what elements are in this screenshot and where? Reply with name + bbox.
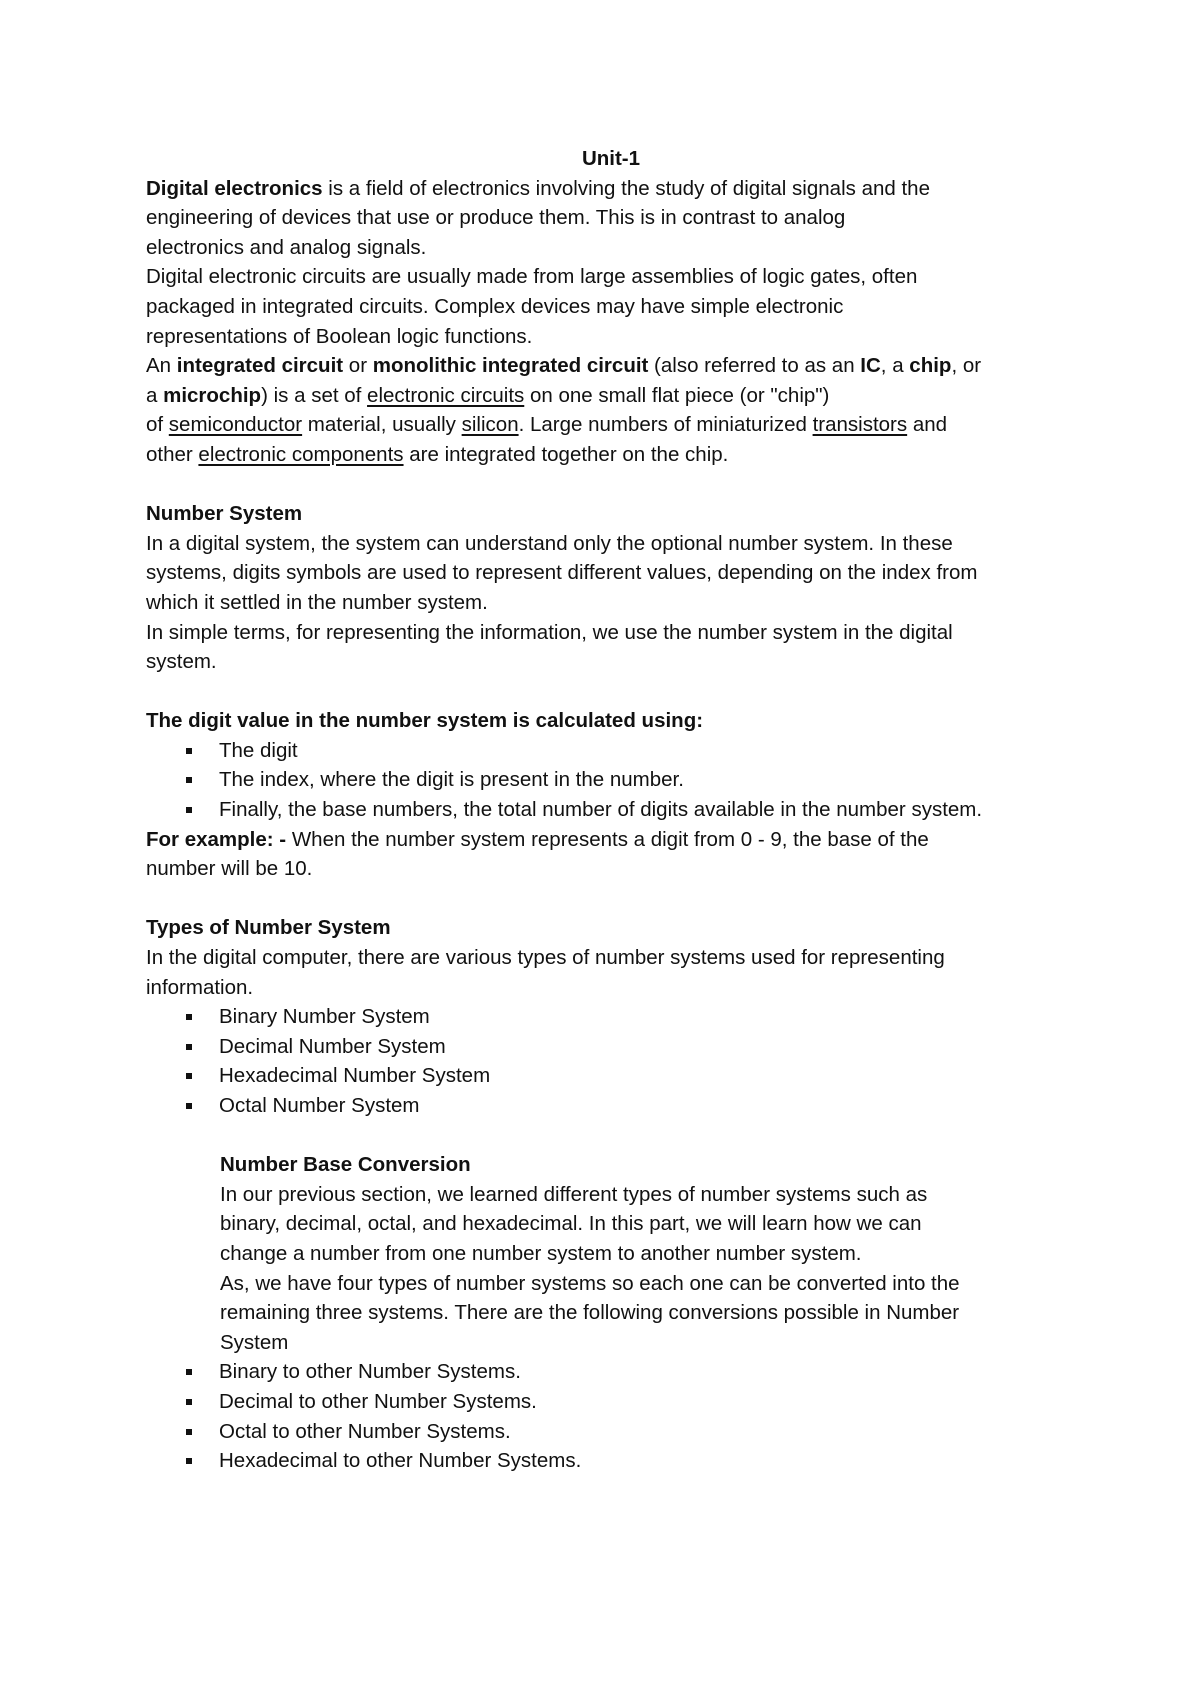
list-item: Decimal to other Number Systems. bbox=[146, 1387, 1076, 1417]
list-item: Octal Number System bbox=[146, 1091, 1076, 1121]
list-item: Finally, the base numbers, the total number of digits available in the number system. bbox=[146, 795, 1076, 825]
list-item: Hexadecimal Number System bbox=[146, 1061, 1076, 1091]
list-item: Binary to other Number Systems. bbox=[146, 1357, 1076, 1387]
example-line: For example: - When the number system represents a digit from 0 - 9, the base of the bbox=[146, 827, 929, 851]
list-item: Octal to other Number Systems. bbox=[146, 1417, 1076, 1447]
bullet-list bbox=[146, 1002, 1076, 1120]
section-heading: Types of Number System bbox=[146, 916, 391, 940]
link-semiconductor[interactable]: semiconductor bbox=[168, 413, 303, 437]
section-types: Types of Number System In the digital computer, there are various types of number systems used for representing information. Binary Number System Decimal Number System Hexadecimal Number System Octal Number System bbox=[146, 913, 1076, 1120]
link-electronic-components[interactable]: electronic components bbox=[198, 442, 404, 466]
link-transistors[interactable]: transistors bbox=[812, 413, 908, 437]
document-page bbox=[146, 144, 1076, 1476]
section-heading: Number System bbox=[146, 502, 303, 526]
section-conversion: Number Base Conversion In our previous section, we learned different types of number systems such as binary, decimal, octal, and hexadecimal. In this part, we will learn how we can change a number from one number system to another number system. As, we have four types of number systems so each one can be converted into the remaining three systems. There are the following conversions possible in Number System Binary to other Number Systems. Decimal to other Number Systems. Octal to other Number Systems. Hexadecimal to other Number Systems. bbox=[146, 1150, 1076, 1476]
list-item: Binary Number System bbox=[146, 1002, 1076, 1032]
link-silicon[interactable]: silicon bbox=[461, 413, 519, 437]
section-heading: The digit value in the number system is calculated using: bbox=[146, 709, 704, 733]
link-electronic-circuits[interactable]: electronic circuits bbox=[367, 383, 525, 407]
section-digit-value: The digit value in the number system is calculated using: The digit The index, where the digit is present in the number. Finally, the base numbers, the total number of digits available in the number system. For example: - When the number system represents a digit from 0 - 9, the base of the number will be 10. bbox=[146, 706, 1076, 884]
bullet-list bbox=[146, 1357, 1076, 1475]
intro-paragraph-2: Digital electronic circuits are usually made from large assemblies of logic gates, often packaged in integrated circuits. Complex devices may have simple electronic representations of Boolean logic functions. bbox=[146, 265, 918, 348]
section-number-system: Number System In a digital system, the system can understand only the optional number system. In these systems, digits symbols are used to represent different values, depending on the index from which it settled in the number system. In simple terms, for representing the information, we use the number system in the digital system. bbox=[146, 499, 1076, 677]
list-item: Decimal Number System bbox=[146, 1032, 1076, 1062]
section-heading: Number Base Conversion bbox=[220, 1153, 471, 1177]
list-item: Hexadecimal to other Number Systems. bbox=[146, 1446, 1076, 1476]
doc-title: Unit-1 bbox=[581, 147, 641, 170]
list-item: The digit bbox=[146, 736, 1076, 766]
intro-paragraph-1: Digital electronics is a field of electronics involving the study of digital signals and the engineering of devices that use or produce them. This is in contrast to analog electronics and analog signals. bbox=[146, 176, 930, 259]
list-item: The index, where the digit is present in the number. bbox=[146, 765, 1076, 795]
intro-paragraph-3: An integrated circuit or monolithic integrated circuit (also referred to as an IC, a chip, or a microchip) is a set of electronic circuits on one small flat piece (or "chip") of semiconductor material, usually silicon. Large numbers of miniaturized transistors and other electronic components are integrated together on the chip. bbox=[146, 354, 982, 466]
bullet-list bbox=[146, 736, 1076, 825]
term-digital-electronics: Digital electronics bbox=[146, 176, 323, 200]
